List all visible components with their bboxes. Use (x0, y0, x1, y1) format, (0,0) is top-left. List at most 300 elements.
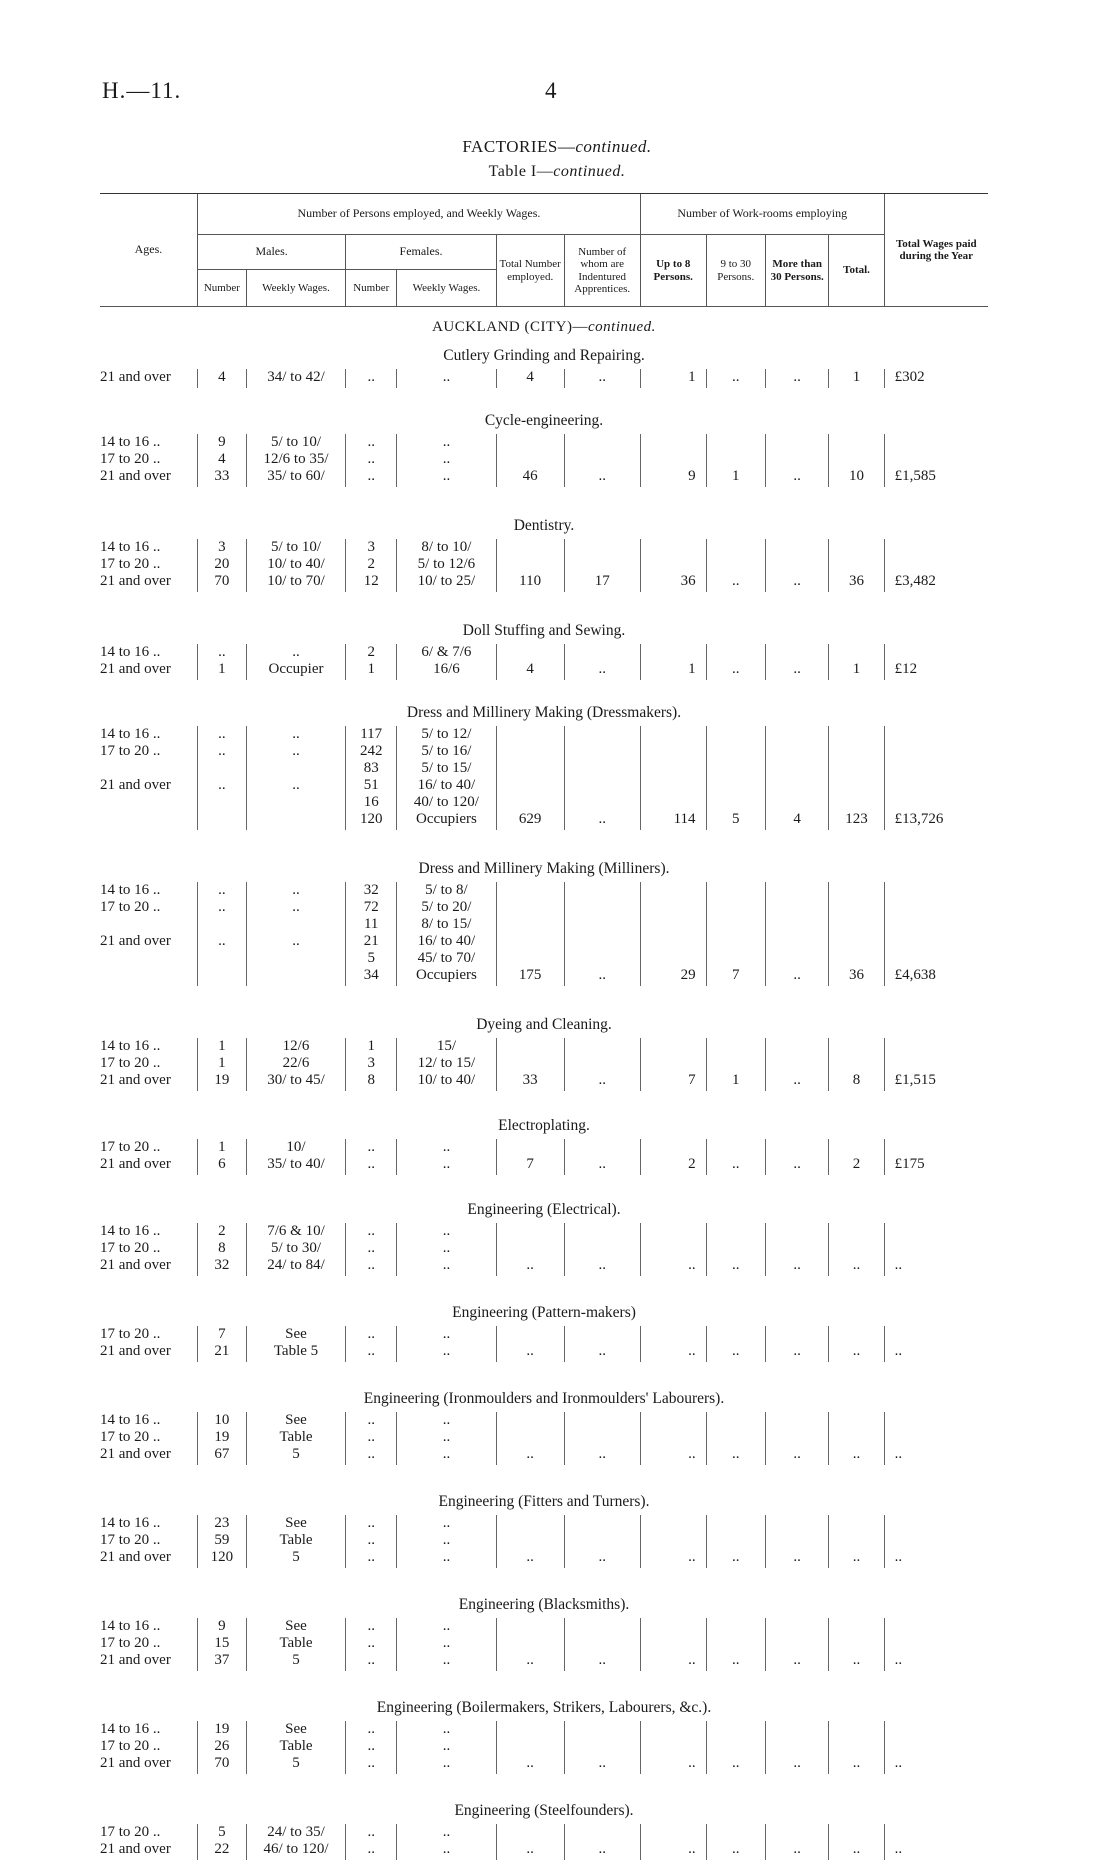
workrooms-up-to-8: .. (640, 1515, 706, 1568)
males-wages-line: Occupier (247, 661, 346, 678)
workrooms-total: 36 (829, 539, 884, 592)
females-number-line: .. (346, 1721, 396, 1738)
table-row (100, 1139, 988, 1175)
table-row (100, 1412, 988, 1465)
females-wages-line: 45/ to 70/ (397, 950, 496, 967)
workrooms-more-than-30: .. (765, 1223, 829, 1276)
females-number-line: .. (346, 1824, 396, 1841)
total-employed: 175 (496, 882, 564, 986)
females-number-line: .. (346, 1343, 396, 1360)
males-number-line: .. (198, 899, 246, 916)
females-number (346, 1412, 397, 1465)
males-number-line: 120 (198, 1549, 246, 1566)
males-wages (246, 1139, 346, 1175)
industry-heading: Engineering (Pattern-makers) (100, 1296, 988, 1326)
males-wages-line: See (247, 1618, 346, 1635)
table-body (100, 307, 988, 1874)
females-wages (397, 644, 497, 680)
page-identifier: H.—11. (102, 78, 181, 104)
males-wages-line: 46/ to 120/ (247, 1841, 346, 1858)
males-number-line: 32 (198, 1257, 246, 1274)
males-wages (246, 1515, 346, 1568)
workrooms-up-to-8: .. (640, 1824, 706, 1860)
total-wages: £1,585 (884, 434, 988, 487)
females-wages-line: 5/ to 12/6 (397, 556, 496, 573)
males-number-line: 7 (198, 1326, 246, 1343)
age-group-line: 21 and over (100, 1652, 197, 1669)
age-group-line (100, 760, 197, 777)
age-group-line: 17 to 20 .. (100, 899, 197, 916)
males-number-line: .. (198, 743, 246, 760)
total-employed: .. (496, 1515, 564, 1568)
males-number-line: 19 (198, 1429, 246, 1446)
workrooms-up-to-8: .. (640, 1223, 706, 1276)
age-group-line: 17 to 20 .. (100, 1055, 197, 1072)
females-number-line: .. (346, 1446, 396, 1463)
total-employed: 4 (496, 644, 564, 680)
males-wages-line (247, 950, 346, 967)
age-group-line: 14 to 16 .. (100, 1412, 197, 1429)
females-wages-line: .. (397, 468, 496, 485)
workrooms-more-than-30: .. (765, 1515, 829, 1568)
males-number (197, 434, 246, 487)
males-wages (246, 1721, 346, 1774)
total-employed: 7 (496, 1139, 564, 1175)
males-number-line: 10 (198, 1412, 246, 1429)
table-header (100, 194, 988, 307)
workrooms-more-than-30: .. (765, 1721, 829, 1774)
females-number-line: .. (346, 1257, 396, 1274)
males-wages-line: 10/ (247, 1139, 346, 1156)
females-wages-line: Occupiers (397, 967, 496, 984)
females-number (346, 1721, 397, 1774)
age-group-line: 17 to 20 .. (100, 1635, 197, 1652)
total-employed: 110 (496, 539, 564, 592)
males-wages-line: Table (247, 1532, 346, 1549)
males-wages (246, 539, 346, 592)
males-wages-line: 5 (247, 1549, 346, 1566)
apprentices: .. (564, 1824, 640, 1860)
total-wages: £175 (884, 1139, 988, 1175)
age-group-line: 14 to 16 .. (100, 539, 197, 556)
females-wages (397, 539, 497, 592)
page-number: 4 (545, 78, 557, 104)
females-number-line: 117 (346, 726, 396, 743)
males-wages-line (247, 811, 346, 828)
males-wages-line: .. (247, 644, 346, 661)
workrooms-up-to-8: 114 (640, 726, 706, 830)
workrooms-more-than-30: .. (765, 882, 829, 986)
workrooms-9-to-30: .. (706, 1412, 765, 1465)
age-group (100, 1412, 197, 1465)
females-wages-line: .. (397, 1738, 496, 1755)
females-wages-line: 8/ to 10/ (397, 539, 496, 556)
workrooms-up-to-8: 2 (640, 1139, 706, 1175)
females-wages-line: .. (397, 1343, 496, 1360)
females-wages-line: 8/ to 15/ (397, 916, 496, 933)
total-employed: 629 (496, 726, 564, 830)
total-employed: .. (496, 1618, 564, 1671)
males-number-line (198, 794, 246, 811)
males-wages (246, 1824, 346, 1860)
age-group-line (100, 950, 197, 967)
males-number-line: 20 (198, 556, 246, 573)
apprentices: .. (564, 1721, 640, 1774)
age-group-line: 21 and over (100, 573, 197, 590)
industry-heading: Engineering (Steelfounders). (100, 1794, 988, 1824)
males-number-line: .. (198, 644, 246, 661)
males-number-line: 2 (198, 1223, 246, 1240)
total-wages: £3,482 (884, 539, 988, 592)
males-number (197, 1618, 246, 1671)
apprentices: .. (564, 726, 640, 830)
table-row (100, 1824, 988, 1860)
workrooms-9-to-30: 1 (706, 1038, 765, 1091)
females-wages-line: .. (397, 1446, 496, 1463)
females-number (346, 1038, 397, 1091)
total-wages: .. (884, 1223, 988, 1276)
females-wages (397, 1824, 497, 1860)
females-number-line: .. (346, 468, 396, 485)
total-wages: £12 (884, 644, 988, 680)
females-wages (397, 1721, 497, 1774)
females-number-line: 21 (346, 933, 396, 950)
workrooms-9-to-30: 1 (706, 434, 765, 487)
females-wages-line: 5/ to 16/ (397, 743, 496, 760)
age-group (100, 1326, 197, 1362)
females-number-line: 3 (346, 539, 396, 556)
males-wages-line: .. (247, 777, 346, 794)
workrooms-up-to-8: 29 (640, 882, 706, 986)
age-group (100, 1721, 197, 1774)
females-wages-line: 10/ to 25/ (397, 573, 496, 590)
col-workroom-total: Total. (829, 235, 884, 307)
males-number (197, 539, 246, 592)
males-wages (246, 434, 346, 487)
workrooms-total: .. (829, 1515, 884, 1568)
industry-heading: Engineering (Boilermakers, Strikers, Labourers, &c.). (100, 1691, 988, 1721)
males-number-line: 59 (198, 1532, 246, 1549)
industry-heading: Cutlery Grinding and Repairing. (100, 339, 988, 369)
females-number-line: 11 (346, 916, 396, 933)
females-number (346, 1618, 397, 1671)
males-number-line (198, 760, 246, 777)
males-number-line: 1 (198, 1038, 246, 1055)
males-number (197, 644, 246, 680)
males-wages-line: 35/ to 60/ (247, 468, 346, 485)
workrooms-9-to-30: .. (706, 1139, 765, 1175)
workrooms-9-to-30: .. (706, 644, 765, 680)
age-group-line: 21 and over (100, 1549, 197, 1566)
females-wages-line: .. (397, 1652, 496, 1669)
males-number-line: 4 (198, 369, 246, 386)
males-wages-line (247, 794, 346, 811)
apprentices: 17 (564, 539, 640, 592)
females-number-line: .. (346, 1652, 396, 1669)
females-wages (397, 1515, 497, 1568)
females-wages (397, 369, 497, 388)
males-wages (246, 1618, 346, 1671)
workrooms-more-than-30: .. (765, 1326, 829, 1362)
females-wages-line: 5/ to 8/ (397, 882, 496, 899)
table-row (100, 644, 988, 680)
industry-heading: Engineering (Fitters and Turners). (100, 1485, 988, 1515)
age-group-line: 14 to 16 .. (100, 726, 197, 743)
total-employed: .. (496, 1824, 564, 1860)
males-wages-line: .. (247, 726, 346, 743)
apprentices: .. (564, 1223, 640, 1276)
males-wages (246, 1223, 346, 1276)
total-employed: .. (496, 1721, 564, 1774)
females-number (346, 1223, 397, 1276)
females-number-line: .. (346, 1326, 396, 1343)
females-wages-line: .. (397, 1721, 496, 1738)
males-wages-line: Table (247, 1429, 346, 1446)
total-employed: .. (496, 1223, 564, 1276)
females-number-line: 34 (346, 967, 396, 984)
females-wages-line: .. (397, 1755, 496, 1772)
industry-heading: Dyeing and Cleaning. (100, 1008, 988, 1038)
workrooms-more-than-30: .. (765, 1412, 829, 1465)
total-employed: 46 (496, 434, 564, 487)
males-number-line: 15 (198, 1635, 246, 1652)
workrooms-9-to-30: .. (706, 1618, 765, 1671)
males-wages-line: .. (247, 882, 346, 899)
age-group-line: 21 and over (100, 1072, 197, 1089)
males-wages-line: 35/ to 40/ (247, 1156, 346, 1173)
females-number-line: 1 (346, 661, 396, 678)
apprentices: .. (564, 1412, 640, 1465)
males-wages (246, 882, 346, 986)
females-wages (397, 1618, 497, 1671)
total-employed: 33 (496, 1038, 564, 1091)
age-group-line (100, 967, 197, 984)
age-group-line: 17 to 20 .. (100, 1824, 197, 1841)
age-group-line: 21 and over (100, 1841, 197, 1858)
females-number-line: 5 (346, 950, 396, 967)
workrooms-total: 10 (829, 434, 884, 487)
workrooms-9-to-30: 7 (706, 882, 765, 986)
females-wages-line: .. (397, 1549, 496, 1566)
females-number-line: 83 (346, 760, 396, 777)
apprentices: .. (564, 1139, 640, 1175)
workrooms-total: .. (829, 1412, 884, 1465)
females-wages (397, 1038, 497, 1091)
females-number-line: .. (346, 451, 396, 468)
females-number-line: 8 (346, 1072, 396, 1089)
males-number-line: 21 (198, 1343, 246, 1360)
age-group (100, 882, 197, 986)
age-group-line: 14 to 16 .. (100, 1618, 197, 1635)
table-row (100, 1721, 988, 1774)
age-group-line (100, 916, 197, 933)
age-group-line (100, 794, 197, 811)
males-wages-line: .. (247, 933, 346, 950)
females-number (346, 1326, 397, 1362)
males-number (197, 726, 246, 830)
males-number (197, 1824, 246, 1860)
females-number-line: .. (346, 1139, 396, 1156)
females-number-line: .. (346, 1223, 396, 1240)
age-group-line (100, 811, 197, 828)
workrooms-total: .. (829, 1223, 884, 1276)
males-number-line: 9 (198, 1618, 246, 1635)
females-number-line: .. (346, 1738, 396, 1755)
females-wages-line: 6/ & 7/6 (397, 644, 496, 661)
workrooms-9-to-30: .. (706, 369, 765, 388)
age-group (100, 539, 197, 592)
workrooms-up-to-8: 1 (640, 369, 706, 388)
industry-heading: Engineering (Electrical). (100, 1193, 988, 1223)
males-number-line: 9 (198, 434, 246, 451)
age-group (100, 644, 197, 680)
workrooms-total: 1 (829, 644, 884, 680)
males-wages-line: 5 (247, 1652, 346, 1669)
age-group-line: 17 to 20 .. (100, 1738, 197, 1755)
females-wages-line: 5/ to 15/ (397, 760, 496, 777)
age-group (100, 1038, 197, 1091)
workrooms-9-to-30: .. (706, 1515, 765, 1568)
age-group-line: 17 to 20 .. (100, 1139, 197, 1156)
workrooms-up-to-8: 36 (640, 539, 706, 592)
total-employed: .. (496, 1412, 564, 1465)
males-number (197, 1223, 246, 1276)
males-number-line: 19 (198, 1072, 246, 1089)
females-wages (397, 434, 497, 487)
females-number (346, 726, 397, 830)
males-wages-line: 30/ to 45/ (247, 1072, 346, 1089)
females-wages-line: .. (397, 369, 496, 386)
table-row (100, 1038, 988, 1091)
table-row (100, 369, 988, 388)
males-wages-line: 10/ to 40/ (247, 556, 346, 573)
industry-heading: Engineering (Ironmoulders and Ironmoulders' Labourers). (100, 1382, 988, 1412)
males-wages-line: 34/ to 42/ (247, 369, 346, 386)
age-group-line: 17 to 20 .. (100, 451, 197, 468)
workrooms-total: 8 (829, 1038, 884, 1091)
females-wages-line: .. (397, 1618, 496, 1635)
col-9-to-30: 9 to 30 Persons. (706, 235, 765, 307)
age-group-line: 17 to 20 .. (100, 743, 197, 760)
age-group-line: 17 to 20 .. (100, 1240, 197, 1257)
apprentices: .. (564, 1038, 640, 1091)
females-wages-line: .. (397, 1412, 496, 1429)
table-row (100, 539, 988, 592)
industry-heading: Electroplating. (100, 1109, 988, 1139)
males-wages (246, 1038, 346, 1091)
males-number (197, 1038, 246, 1091)
table-row (100, 1326, 988, 1362)
industry-heading: Dentistry. (100, 509, 988, 539)
males-wages-line: See (247, 1326, 346, 1343)
females-number (346, 434, 397, 487)
workrooms-9-to-30: 5 (706, 726, 765, 830)
total-wages: .. (884, 1721, 988, 1774)
table-row (100, 1515, 988, 1568)
females-number-line: .. (346, 434, 396, 451)
males-wages-line: Table 5 (247, 1343, 346, 1360)
col-total-wages: Total Wages paid during the Year (884, 194, 988, 307)
females-wages (397, 882, 497, 986)
males-number-line: .. (198, 726, 246, 743)
age-group-line: 21 and over (100, 1343, 197, 1360)
apprentices: .. (564, 1326, 640, 1362)
males-wages-line: 5/ to 30/ (247, 1240, 346, 1257)
males-number-line: 4 (198, 451, 246, 468)
col-group-persons: Number of Persons employed, and Weekly Wages. (197, 194, 640, 235)
females-number-line: .. (346, 1635, 396, 1652)
workrooms-more-than-30: 4 (765, 726, 829, 830)
males-number-line: 70 (198, 573, 246, 590)
total-wages: £4,638 (884, 882, 988, 986)
females-wages-line: 16/6 (397, 661, 496, 678)
section-title: FACTORIES—continued. (0, 137, 1114, 157)
col-up-to-8: Up to 8 Persons. (640, 235, 706, 307)
females-wages (397, 1223, 497, 1276)
males-wages (246, 644, 346, 680)
workrooms-more-than-30: .. (765, 1139, 829, 1175)
total-wages: .. (884, 1824, 988, 1860)
males-wages-line (247, 916, 346, 933)
males-number-line (198, 916, 246, 933)
workrooms-9-to-30: .. (706, 1721, 765, 1774)
industry-heading: Cycle-engineering. (100, 404, 988, 434)
workrooms-up-to-8: 7 (640, 1038, 706, 1091)
males-wages-line: Table (247, 1738, 346, 1755)
apprentices: .. (564, 369, 640, 388)
factories-table (100, 193, 988, 1874)
col-females: Females. (346, 235, 496, 270)
females-wages-line: .. (397, 1223, 496, 1240)
females-wages-line: .. (397, 451, 496, 468)
females-number-line: 2 (346, 556, 396, 573)
males-number (197, 1412, 246, 1465)
total-wages: .. (884, 1412, 988, 1465)
females-wages-line: .. (397, 1257, 496, 1274)
workrooms-total: 2 (829, 1139, 884, 1175)
males-number (197, 1139, 246, 1175)
age-group (100, 434, 197, 487)
age-group-line: 21 and over (100, 777, 197, 794)
males-number (197, 1721, 246, 1774)
workrooms-more-than-30: .. (765, 434, 829, 487)
age-group-line: 17 to 20 .. (100, 1532, 197, 1549)
apprentices: .. (564, 1515, 640, 1568)
males-wages (246, 1326, 346, 1362)
workrooms-more-than-30: .. (765, 644, 829, 680)
females-number-line: .. (346, 1412, 396, 1429)
total-wages: £302 (884, 369, 988, 388)
males-number-line: 19 (198, 1721, 246, 1738)
age-group (100, 369, 197, 388)
males-wages-line: 5 (247, 1446, 346, 1463)
females-number-line: 3 (346, 1055, 396, 1072)
total-wages: .. (884, 1326, 988, 1362)
females-wages-line: .. (397, 1841, 496, 1858)
age-group-line: 21 and over (100, 1257, 197, 1274)
table-title: Table I—continued. (0, 163, 1114, 181)
workrooms-more-than-30: .. (765, 369, 829, 388)
males-wages-line: 5 (247, 1755, 346, 1772)
col-males-number: Number (197, 270, 246, 307)
apprentices: .. (564, 1618, 640, 1671)
females-number-line: 12 (346, 573, 396, 590)
total-employed: 4 (496, 369, 564, 388)
females-wages-line: .. (397, 1532, 496, 1549)
males-wages-line: 12/6 to 35/ (247, 451, 346, 468)
table-row (100, 1618, 988, 1671)
females-number (346, 882, 397, 986)
